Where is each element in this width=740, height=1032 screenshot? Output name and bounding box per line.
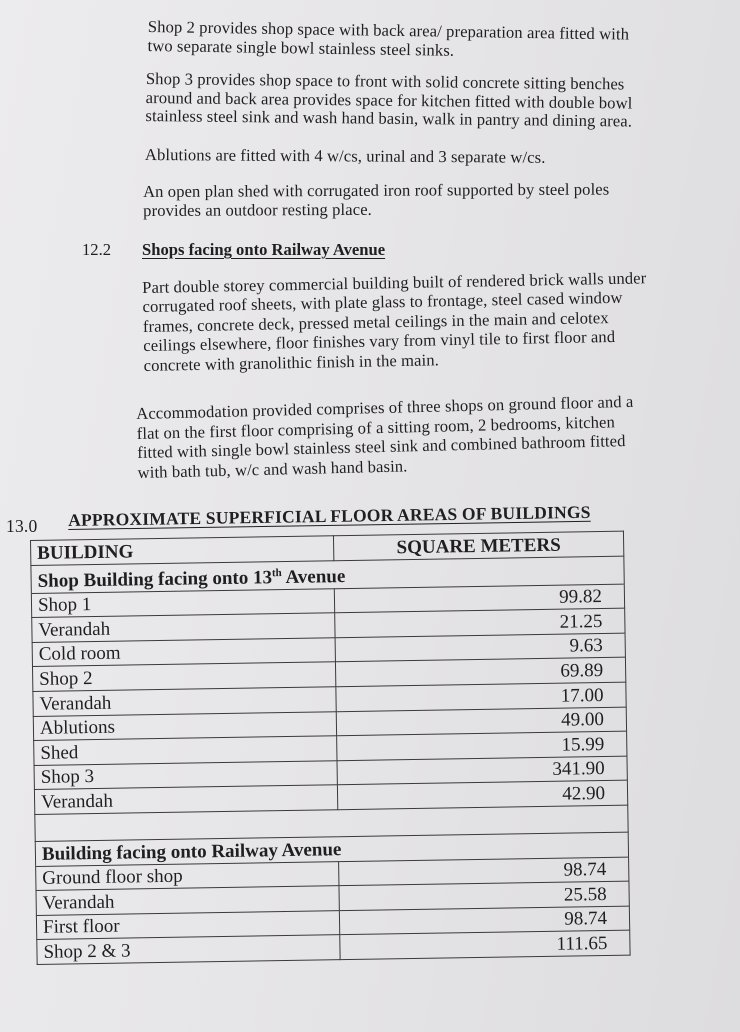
row-value: 98.74 — [339, 857, 629, 886]
row-value: 25.58 — [339, 881, 629, 910]
section-title-13-0: APPROXIMATE SUPERFICIAL FLOOR AREAS OF BUILDINGS — [68, 501, 591, 530]
header-square-meters: SQUARE METERS — [333, 531, 623, 560]
row-value: 49.00 — [336, 707, 626, 736]
paragraph-12-2-accommodation: Accommodation provided comprises of three shops on ground floor and a flat on the first floor comprising of a sitting room, 2 bedrooms, kitchen fitted with single bowl stainless steel sink and combined bathroom fitted with bath tub, w/c and wash hand basin. — [136, 391, 634, 482]
section-number-12-2: 12.2 — [82, 240, 112, 259]
row-label: Verandah — [36, 886, 339, 915]
row-value: 111.65 — [340, 930, 630, 959]
paragraph-shed: An open plan shed with corrugated iron roof supported by steel poles provides an outdoor resting place. — [142, 179, 610, 220]
header-building: BUILDING — [31, 536, 334, 565]
row-label: Ablutions — [33, 711, 336, 740]
row-label: Verandah — [33, 687, 336, 716]
group-title-railway-avenue: Building facing onto Railway Avenue — [35, 832, 628, 866]
row-label: Shop 1 — [31, 588, 334, 617]
row-value: 341.90 — [337, 756, 627, 785]
row-value: 9.63 — [335, 633, 625, 662]
row-label: Shop 2 — [32, 662, 335, 691]
section-title-12-2: Shops facing onto Railway Avenue — [142, 240, 386, 259]
row-value: 42.90 — [337, 780, 627, 809]
paragraph-12-2-description: Part double storey commercial building built of rendered brick walls under corrugated roof sheets, with plate glass to frontage, steel cased window frames, concrete deck, pressed metal ceilings in the main and celotex ceilings elsewhere, floor finishes vary from vinyl tile to first floor and concrete with granolithic finish in the main. — [142, 268, 647, 375]
row-value: 21.25 — [335, 608, 625, 637]
row-value: 15.99 — [337, 731, 627, 760]
row-value: 98.74 — [339, 906, 629, 935]
row-label: Shed — [34, 736, 337, 765]
paragraph-ablutions: Ablutions are fitted with 4 w/cs, urinal and 3 separate w/cs. — [144, 145, 546, 167]
row-value: 69.89 — [335, 658, 625, 687]
row-label: Ground floor shop — [36, 861, 339, 890]
row-value: 17.00 — [336, 682, 626, 711]
section-number-13-0: 13.0 — [6, 516, 38, 536]
row-label: Shop 3 — [34, 760, 337, 789]
row-label: Verandah — [32, 613, 335, 642]
paragraph-shop2: Shop 2 provides shop space with back area/ preparation area fitted with two separate single bowl stainless steel sinks. — [147, 17, 630, 60]
ordinal-suffix: th — [271, 566, 282, 579]
row-label: Cold room — [32, 638, 335, 667]
paragraph-shop3: Shop 3 provides shop space to front with solid concrete sitting benches around and back area provides space for kitchen fitted with double bowl stainless steel sink and wash hand basin, walk in pantry and dining area. — [145, 69, 633, 131]
row-label: Verandah — [34, 785, 337, 814]
floor-areas-table — [30, 531, 631, 965]
row-value: 99.82 — [334, 584, 624, 613]
group-title-pre: Shop Building facing onto 13 — [37, 566, 273, 592]
row-label: First floor — [36, 910, 339, 939]
group-title-post: Avenue — [281, 565, 346, 588]
row-label: Shop 2 & 3 — [37, 935, 340, 964]
